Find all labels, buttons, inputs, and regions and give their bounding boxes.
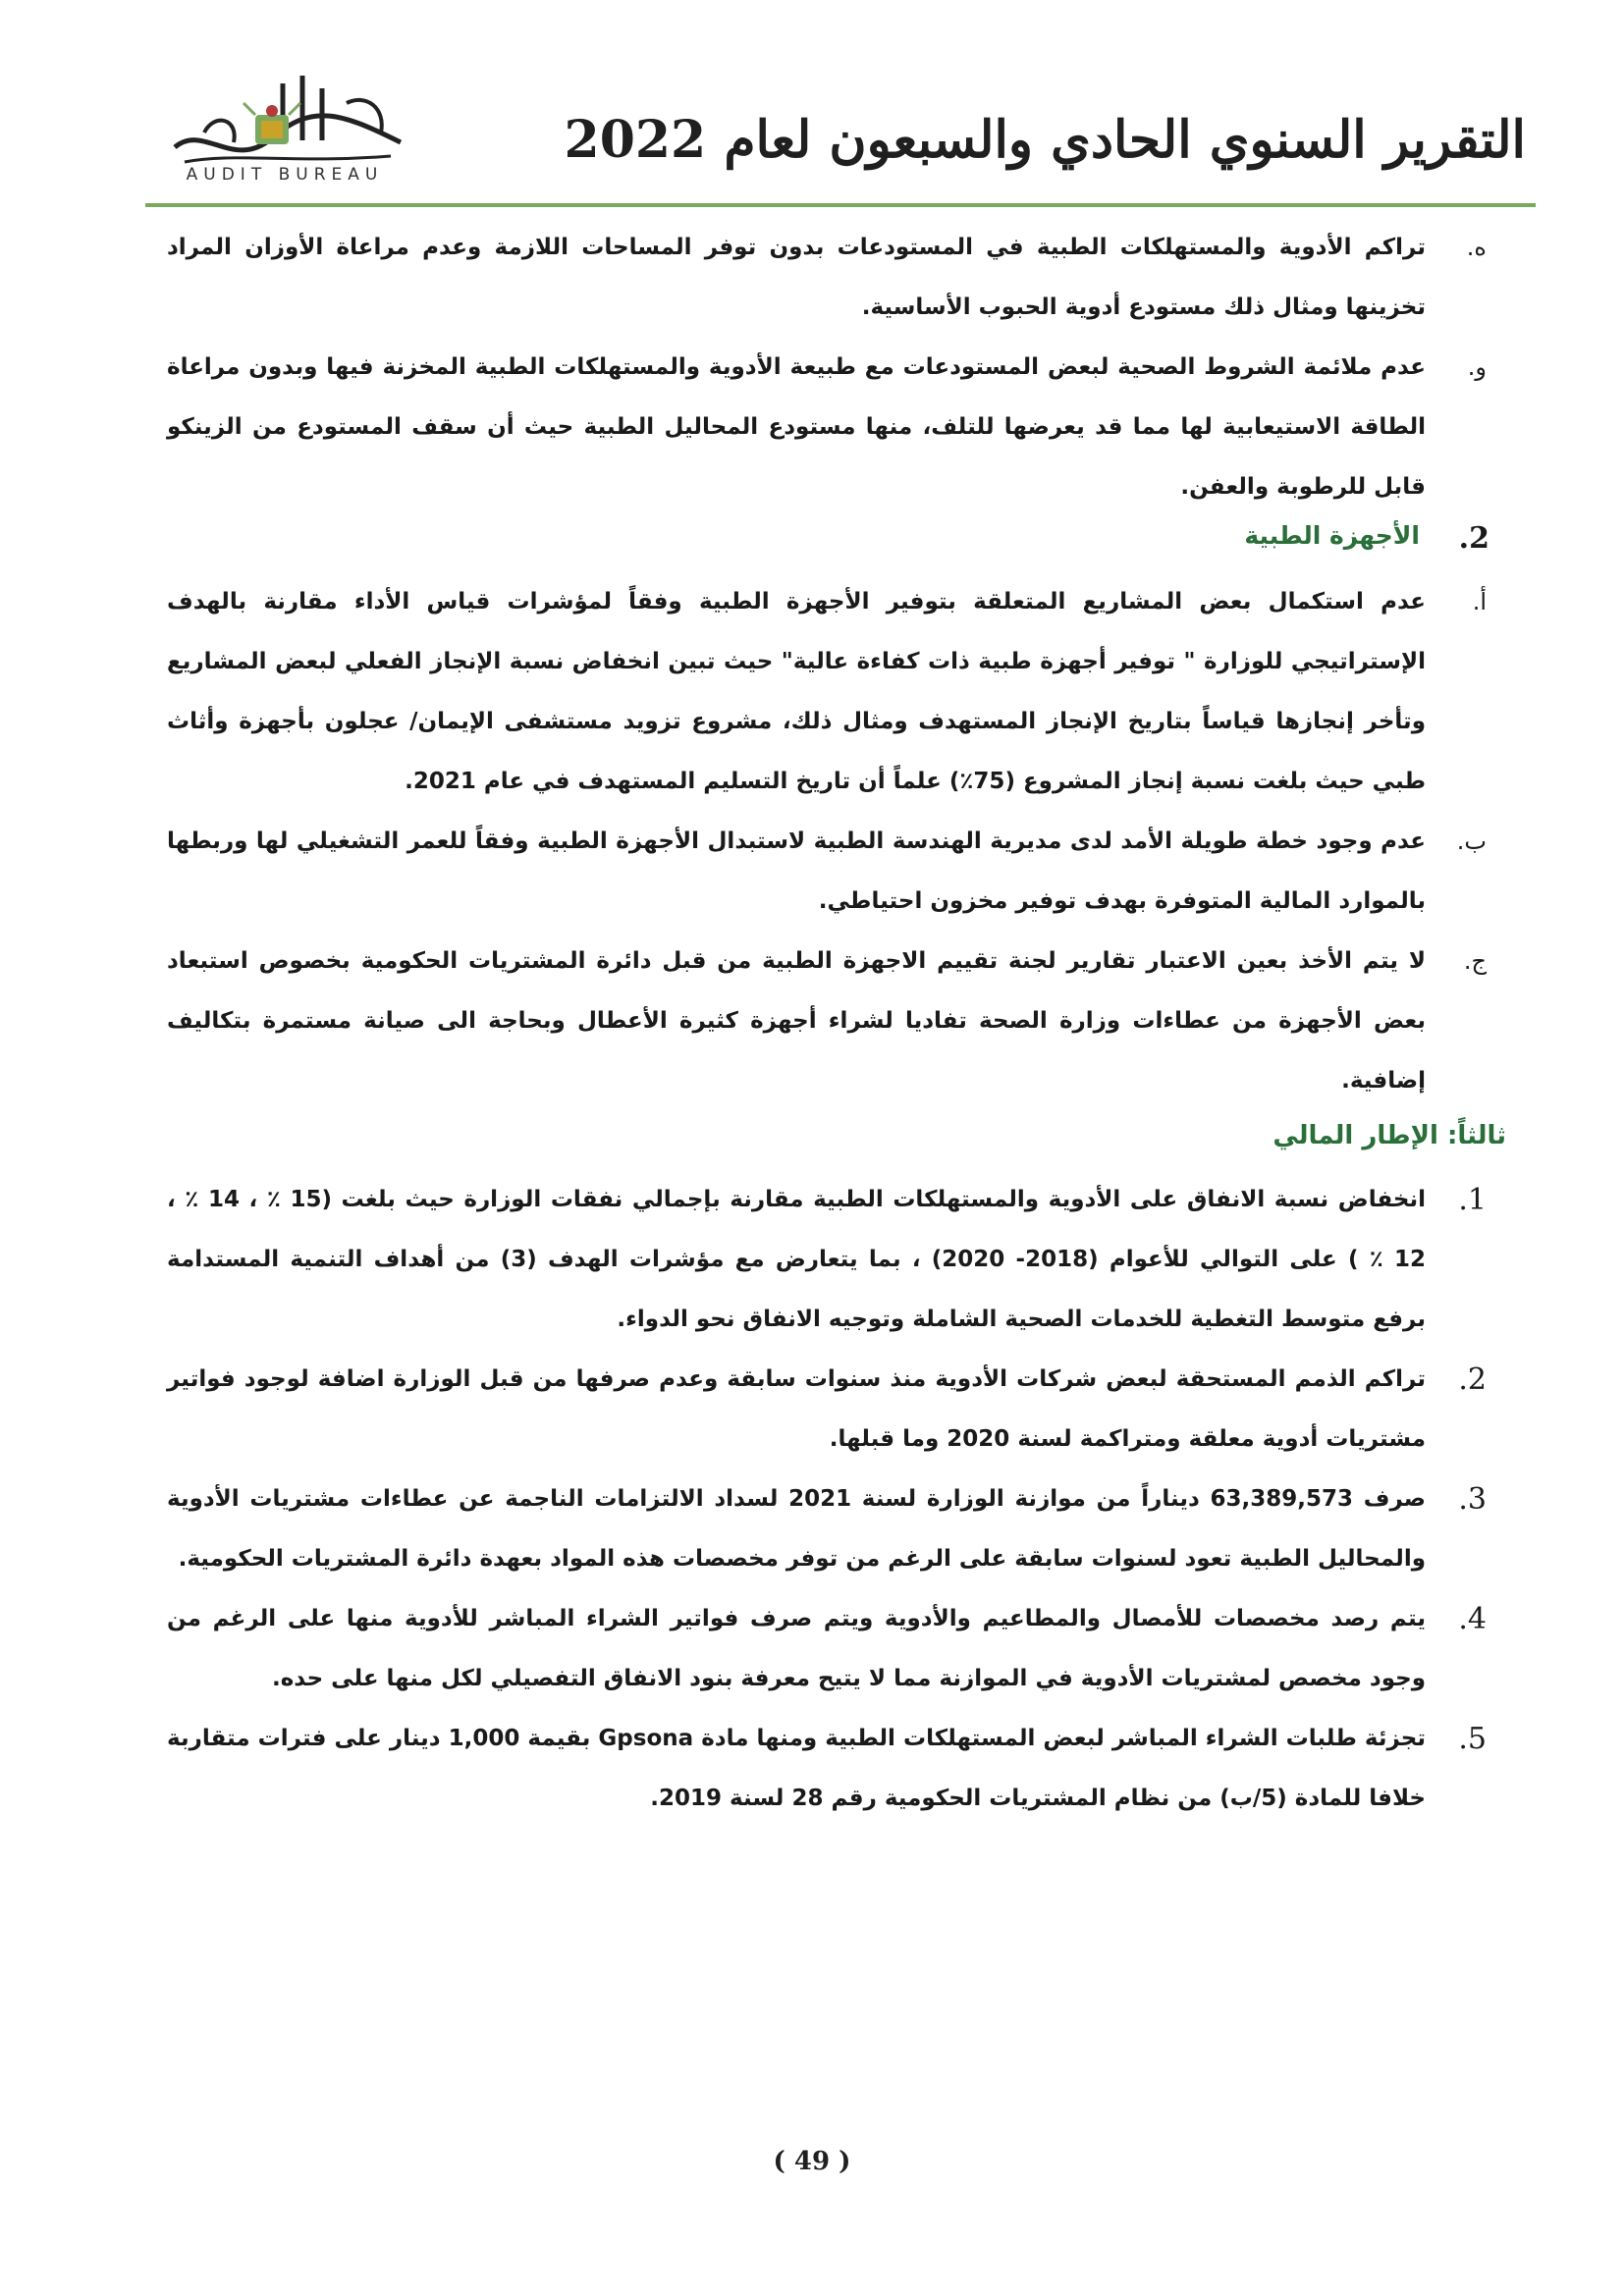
item-marker: ب. — [1456, 828, 1487, 855]
list-item — [167, 338, 1487, 517]
item-marker: 2. — [1458, 1362, 1487, 1397]
item-marker: 4. — [1458, 1602, 1487, 1636]
section-title: ثالثاً: الإطار المالي — [1272, 1121, 1506, 1150]
list-item — [167, 1709, 1487, 1829]
item-marker: و. — [1467, 353, 1487, 381]
list-item — [167, 218, 1487, 338]
subsection-heading — [167, 517, 1487, 572]
list-item — [167, 1350, 1487, 1469]
item-text: تجزئة طلبات الشراء المباشر لبعض المستهلكات الطبية ومنها مادة Gpsona بقيمة 1,000 دينار على فترات متقاربة خلافا للمادة (5/ب) من نظام المشتريات الحكومية رقم 28 لسنة 2019. — [167, 1726, 1427, 1811]
section-heading — [167, 1117, 1506, 1170]
page-number: ( 49 ) — [773, 2147, 851, 2176]
item-text: تراكم الأدوية والمستهلكات الطبية في المستودعات بدون توفر المساحات اللازمة وعدم مراعاة الأوزان المراد تخزينها ومثال ذلك مستودع أدوية الحبوب الأساسية. — [167, 235, 1426, 320]
list-item — [167, 1469, 1487, 1589]
item-text: عدم وجود خطة طويلة الأمد لدى مديرية الهندسة الطبية لاستبدال الأجهزة الطبية وفقاً للعمر التشغيلي لها وربطها بالموارد المالية المتوفرة بهدف توفير مخزون احتياطي. — [167, 828, 1426, 914]
item-text: انخفاض نسبة الانفاق على الأدوية والمستهلكات الطبية مقارنة بإجمالي نفقات الوزارة حيث بلغت (15 ٪ ، 14 ٪ ، 12 ٪ ) على التوالي للأعوام (2018- 2020) ، بما يتعارض مع مؤشرات الهدف (3) من أهداف التنمية المستدامة برفع متوسط التغطية للخدمات الصحية الشاملة وتوجيه الانفاق نحو الدواء. — [167, 1187, 1426, 1332]
item-text: عدم استكمال بعض المشاريع المتعلقة بتوفير الأجهزة الطبية وفقاً لمؤشرات قياس الأداء مقارنة بالهدف الإستراتيجي للوزارة " توفير أجهزة طبية ذات كفاءة عالية" حيث تبين انخفاض نسبة الإنجاز الفعلي لبعض المشاريع وتأخر إنجازها قياساً بتاريخ الإنجاز المستهدف ومثال ذلك، مشروع تزويد مستشفى الإيمان/ عجلون بأجهزة وأثاث طبي حيث بلغت نسبة إنجاز المشروع (75٪) علماً أن تاريخ التسليم المستهدف في عام 2021. — [167, 589, 1426, 794]
item-marker: ه. — [1466, 234, 1487, 261]
logo-caption: AUDIT BUREAU — [186, 165, 384, 185]
report-body — [167, 218, 1506, 1829]
item-text: تراكم الذمم المستحقة لبعض شركات الأدوية منذ سنوات سابقة وعدم صرفها من قبل الوزارة اضافة لوجود فواتير مشتريات أدوية معلقة ومتراكمة لسنة 2020 وما قبلها. — [167, 1366, 1426, 1452]
list-item — [167, 1170, 1487, 1350]
item-text: لا يتم الأخذ بعين الاعتبار تقارير لجنة تقييم الاجهزة الطبية من قبل دائرة المشتريات الحكومية بخصوص استبعاد بعض الأجهزة من عطاءات وزارة الصحة تفاديا لشراء أجهزة كثيرة الأعطال وبحاجة الى صيانة مستمرة بتكاليف إضافية. — [167, 948, 1426, 1094]
subsection-number: 2. — [1458, 521, 1489, 556]
item-marker: 3. — [1458, 1482, 1487, 1517]
report-title: التقرير السنوي الحادي والسبعون لعام 2022 — [564, 110, 1526, 170]
list-item — [167, 572, 1487, 812]
item-marker: ج. — [1463, 947, 1487, 975]
item-text: صرف 63,389,573 ديناراً من موازنة الوزارة لسنة 2021 لسداد الالتزامات الناجمة عن عطاءات مشتريات الأدوية والمحاليل الطبية تعود لسنوات سابقة على الرغم من توفر مخصصات هذه المواد بعهدة دائرة المشتريات الحكومية. — [167, 1486, 1427, 1572]
item-marker: 5. — [1458, 1722, 1487, 1756]
item-text: عدم ملائمة الشروط الصحية لبعض المستودعات مع طبيعة الأدوية والمستهلكات الطبية المخزنة فيها وبدون مراعاة الطاقة الاستيعابية لها مما قد يعرضها للتلف، منها مستودع المحاليل الطبية حيث أن سقف المستودع من الزينكو قابل للرطوبة والعفن. — [167, 354, 1426, 500]
header-divider — [145, 203, 1536, 207]
item-marker: 1. — [1458, 1183, 1487, 1217]
list-item — [167, 1589, 1487, 1709]
item-text: يتم رصد مخصصات للأمصال والمطاعيم والأدوية ويتم صرف فواتير الشراء المباشر للأدوية منها على الرغم من وجود مخصص لمشتريات الأدوية في الموازنة مما لا يتيح معرفة بنود الانفاق التفصيلي لكل منها على حده. — [167, 1606, 1426, 1691]
list-item — [167, 932, 1487, 1111]
item-marker: أ. — [1472, 588, 1487, 615]
list-item — [167, 812, 1487, 932]
subsection-title: الأجهزة الطبية — [1244, 521, 1420, 550]
